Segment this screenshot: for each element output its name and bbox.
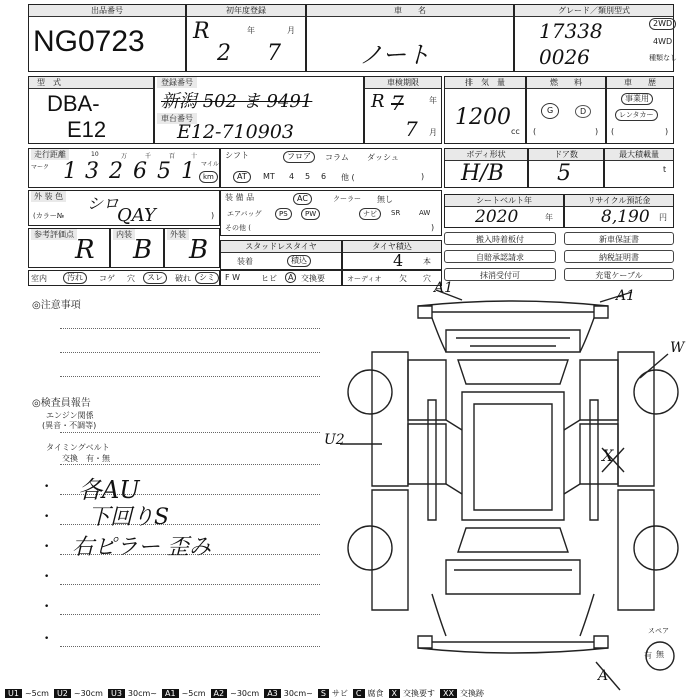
equipment-other-close: ): [431, 223, 435, 232]
lot-number-value: NG0723: [33, 25, 145, 58]
recycle-label: リサイクル預託金: [565, 195, 673, 207]
drive-none: 種類なし: [649, 54, 677, 62]
doors-label: ドア数: [529, 149, 603, 161]
grade-code-1: 17338: [539, 19, 603, 43]
history-business: 事業用: [621, 93, 653, 105]
engine-sub: (異音・不調等): [42, 421, 97, 430]
equipment-none: 無し: [377, 195, 393, 204]
mileage-unit-km: km: [199, 171, 218, 183]
tires-label: タイヤ積込: [343, 241, 441, 253]
doors-value: 5: [557, 161, 571, 186]
recycle-box: [564, 194, 674, 228]
seatbelt-label: シートベルト年: [445, 195, 563, 207]
diagram-mark-w: W: [670, 340, 685, 356]
legend-value-8: 交換要す: [402, 689, 435, 698]
equipment-airbag: エアバッグ: [227, 210, 262, 218]
reg-month-unit: 月: [287, 26, 295, 35]
grade-code-2: 0026: [539, 45, 590, 69]
drive-2wd: 2WD: [649, 18, 676, 30]
color-code-value: QAY: [117, 205, 156, 226]
body-box: [444, 148, 528, 188]
mileage-digit-4: 6: [133, 159, 147, 184]
carry-in-plate-button: 搬入時着板付: [444, 232, 556, 245]
mileage-digit-6: 1: [181, 159, 195, 184]
shift-other-close: ): [421, 172, 425, 181]
model-value-2: E12: [67, 117, 107, 142]
spare-yes: 有: [644, 651, 652, 660]
first-registration-box: [186, 4, 306, 72]
color-value: シロ: [87, 194, 120, 213]
legend-value-4: ~30cm: [230, 689, 260, 698]
report-line-6: [60, 646, 320, 647]
equipment-other: その他 (: [225, 224, 251, 232]
seatbelt-unit: 年: [545, 213, 553, 222]
legend-value-5: 30cm~: [283, 689, 313, 698]
registration-number-label: 登録番号: [157, 77, 197, 88]
bullet-3: •: [44, 542, 50, 552]
windshield-replace: 交換要: [301, 274, 325, 283]
shift-dash: ダッシュ: [367, 153, 399, 162]
body-label: ボディ形状: [445, 149, 527, 161]
timing-label: タイミングベルト: [46, 443, 110, 452]
audio-hole: 穴: [423, 274, 431, 283]
new-car-warranty-button: 新車保証書: [564, 232, 674, 245]
shift-gear-5: 5: [305, 172, 311, 181]
exterior-score-label: 外装: [167, 229, 189, 240]
seatbelt-box: [444, 194, 564, 228]
windshield-label: F W: [225, 273, 241, 282]
legend-key-2: U3: [108, 689, 125, 698]
windshield-box: [220, 270, 342, 286]
caution-title: ◎注意事項: [32, 300, 81, 311]
fuel-box: [526, 76, 606, 144]
capacity-label: 最大積載量: [605, 149, 673, 161]
equipment-box: [220, 190, 442, 236]
lot-number-label: 出品番号: [29, 5, 185, 17]
mileage-box: [28, 148, 220, 188]
legend-key-8: X: [389, 689, 400, 698]
shift-gear-4: 4: [289, 172, 295, 181]
spare-no: 無: [656, 650, 664, 659]
interior-scuff: スレ: [143, 272, 167, 284]
color-label: 外 装 色: [31, 191, 66, 202]
car-name-value: ノート: [359, 41, 431, 69]
report-line-4: [60, 584, 320, 585]
exterior-score-box: [164, 228, 220, 268]
grade-box: [514, 4, 677, 72]
insurance-request-button: 自賠承認請求: [444, 250, 556, 263]
bullet-1: •: [44, 482, 50, 492]
spare-label: スペア: [648, 627, 669, 635]
inspector-title: ◎検査員報告: [32, 398, 91, 409]
shift-at: AT: [233, 171, 251, 183]
fuel-d: D: [575, 105, 591, 118]
interior-burn: コゲ: [99, 274, 115, 283]
diagram-mark-x: X: [602, 446, 614, 465]
diagram-mark-a1-left: A1: [434, 280, 454, 296]
history-box: [606, 76, 674, 144]
tax-certificate-button: 納税証明書: [564, 250, 674, 263]
damage-legend: [0, 688, 700, 700]
legend-key-5: A3: [264, 689, 281, 698]
fuel-paren-open: (: [533, 127, 537, 136]
interior-dirt: 汚れ: [63, 272, 87, 284]
mileage-digit-1: 1: [63, 159, 77, 184]
car-name-box: [306, 4, 514, 72]
deregistration-button: 抹消受付可: [444, 268, 556, 281]
model-box: [28, 76, 154, 144]
timing-line: [60, 464, 320, 465]
inspection-month-unit: 月: [429, 128, 437, 137]
history-paren-open: (: [611, 127, 615, 136]
interior-condition-box: [28, 270, 220, 286]
inspection-year-unit: 年: [429, 96, 437, 105]
timing-sub: 交換 有・無: [62, 454, 110, 463]
audio-label: オーディオ: [347, 275, 382, 283]
interior-condition-label: 室内: [31, 274, 47, 283]
displacement-box: [444, 76, 526, 144]
displacement-value: 1200: [455, 105, 511, 130]
inspection-month: 7: [405, 117, 418, 141]
history-paren-close: ): [665, 127, 669, 136]
registration-box: [154, 76, 364, 144]
capacity-unit: t: [663, 165, 667, 174]
first-registration-era: R: [193, 19, 210, 44]
mileage-place-10: 10: [91, 151, 99, 158]
audio-box: [342, 270, 442, 286]
bullet-2: •: [44, 512, 50, 522]
equipment-label: 装 備 品: [225, 193, 255, 202]
legend-value-1: ~30cm: [73, 689, 103, 698]
legend-key-3: A1: [162, 689, 179, 698]
chassis-number-value: E12-710903: [177, 121, 294, 143]
doors-box: [528, 148, 604, 188]
displacement-unit: cc: [511, 127, 520, 136]
inspection-year: 7: [391, 91, 404, 115]
mileage-place-sen: 千: [145, 153, 152, 160]
legend-key-9: XX: [440, 689, 457, 698]
first-registration-label: 初年度登録: [187, 5, 305, 17]
bullet-4: •: [44, 572, 50, 582]
seatbelt-value: 2020: [475, 207, 519, 227]
tires-box: [342, 240, 442, 270]
model-value-1: DBA-: [47, 91, 100, 116]
grade-label: グレード／類別型式: [515, 5, 673, 17]
interior-score-box: [110, 228, 164, 268]
displacement-label: 排 気 量: [445, 77, 525, 89]
first-registration-month: 7: [267, 41, 281, 66]
interior-tear: 破れ: [175, 274, 191, 283]
mileage-digit-3: 2: [109, 159, 123, 184]
shift-column: コラム: [325, 153, 349, 162]
engine-label: エンジン関係: [46, 411, 94, 420]
interior-score-value: B: [133, 235, 153, 265]
inspection-era: R: [371, 91, 385, 112]
caution-line-1: [60, 328, 320, 329]
legend-key-6: S: [318, 689, 329, 698]
bullet-6: •: [44, 634, 50, 644]
tires-value: 4: [393, 251, 404, 270]
fuel-label: 燃 料: [527, 77, 605, 89]
handwritten-note-1: 各AU: [78, 476, 140, 504]
equipment-ps: PS: [275, 208, 292, 220]
history-label: 車 歴: [607, 77, 673, 89]
mileage-digit-2: 3: [85, 159, 99, 184]
legend-value-7: 腐食: [367, 689, 384, 698]
mileage-marker: マーク: [31, 164, 50, 171]
legend-value-0: ~5cm: [24, 689, 49, 698]
interior-stain: シミ: [195, 272, 219, 284]
equipment-sr: SR: [391, 209, 401, 217]
diagram-mark-a-rear: A: [598, 668, 609, 684]
equipment-navi: ナビ: [359, 208, 381, 220]
color-code-close: ): [211, 211, 215, 220]
equipment-ac: AC: [293, 193, 312, 205]
shift-box: [220, 148, 442, 188]
studless-loaded: 積込: [287, 255, 311, 267]
chassis-number-label: 車台番号: [157, 113, 197, 124]
legend-value-3: ~5cm: [181, 689, 206, 698]
interior-hole: 穴: [127, 274, 135, 283]
diagram-mark-u2: U2: [324, 432, 345, 448]
legend-key-4: A2: [211, 689, 228, 698]
legend-value-9: 交換跡: [459, 689, 484, 698]
color-code-label: (カラー№: [33, 212, 65, 220]
first-registration-year: 2: [217, 41, 231, 66]
shift-floor: フロア: [283, 151, 315, 163]
mileage-label: 走行距離: [31, 149, 69, 160]
equipment-cooler: クーラー: [333, 195, 361, 203]
studless-label: スタッドレスタイヤ: [221, 241, 341, 253]
car-name-label: 車 名: [307, 5, 513, 17]
shift-other: 他 (: [341, 173, 355, 182]
caution-line-2: [60, 352, 320, 353]
shift-label: シフト: [225, 151, 249, 160]
equipment-aw: AW: [419, 209, 431, 217]
tires-unit: 本: [423, 257, 431, 266]
legend-key-7: C: [353, 689, 365, 698]
legend-key-1: U2: [54, 689, 71, 698]
registration-number-value: 新潟 502 ま 9491: [161, 91, 313, 112]
mileage-place-hyaku: 百: [169, 153, 176, 160]
legend-key-0: U1: [5, 689, 22, 698]
body-value: H/B: [461, 161, 504, 186]
mileage-place-man: 万: [121, 153, 128, 160]
drive-4wd: 4WD: [653, 37, 673, 46]
studless-mounted: 装着: [237, 257, 253, 266]
mileage-place-ju: 十: [191, 153, 198, 160]
reg-year-unit: 年: [247, 26, 255, 35]
report-line-5: [60, 614, 320, 615]
model-label: 型 式: [29, 77, 153, 89]
legend-value-2: 30cm~: [127, 689, 157, 698]
windshield-a: A: [285, 272, 296, 283]
lot-number-box: [28, 4, 186, 72]
studless-box: [220, 240, 342, 270]
shift-mt: MT: [263, 172, 275, 181]
bullet-5: •: [44, 602, 50, 612]
windshield-crack: ヒビ: [261, 274, 277, 283]
inspection-box: [364, 76, 442, 144]
legend-value-6: サビ: [331, 689, 348, 698]
handwritten-note-3: 右ピラー 歪み: [72, 535, 211, 560]
interior-score-label: 内装: [113, 229, 135, 240]
audio-missing: 欠: [399, 274, 407, 283]
ref-score-box: [28, 228, 110, 268]
ref-score-value: R: [75, 235, 95, 265]
color-box: [28, 190, 220, 226]
recycle-unit: 円: [659, 213, 667, 222]
ref-score-label: 参考評価点: [31, 229, 77, 240]
shift-gear-6: 6: [321, 172, 327, 181]
mileage-unit-mile: マイル: [201, 161, 219, 168]
fuel-g: G: [541, 103, 559, 119]
recycle-value: 8,190: [601, 207, 650, 227]
handwritten-note-2: 下回りS: [88, 505, 170, 530]
equipment-pw: PW: [301, 208, 320, 220]
history-rental: レンタカー: [615, 109, 658, 121]
capacity-box: [604, 148, 674, 188]
caution-line-3: [60, 376, 320, 377]
charging-cable-button: 充電ケーブル: [564, 268, 674, 281]
mileage-digit-5: 5: [157, 159, 171, 184]
inspection-label: 車検期限: [365, 77, 441, 89]
diagram-mark-a1-right: A1: [616, 288, 636, 304]
exterior-score-value: B: [189, 235, 209, 265]
engine-line: [60, 432, 320, 433]
fuel-paren-close: ): [595, 127, 599, 136]
